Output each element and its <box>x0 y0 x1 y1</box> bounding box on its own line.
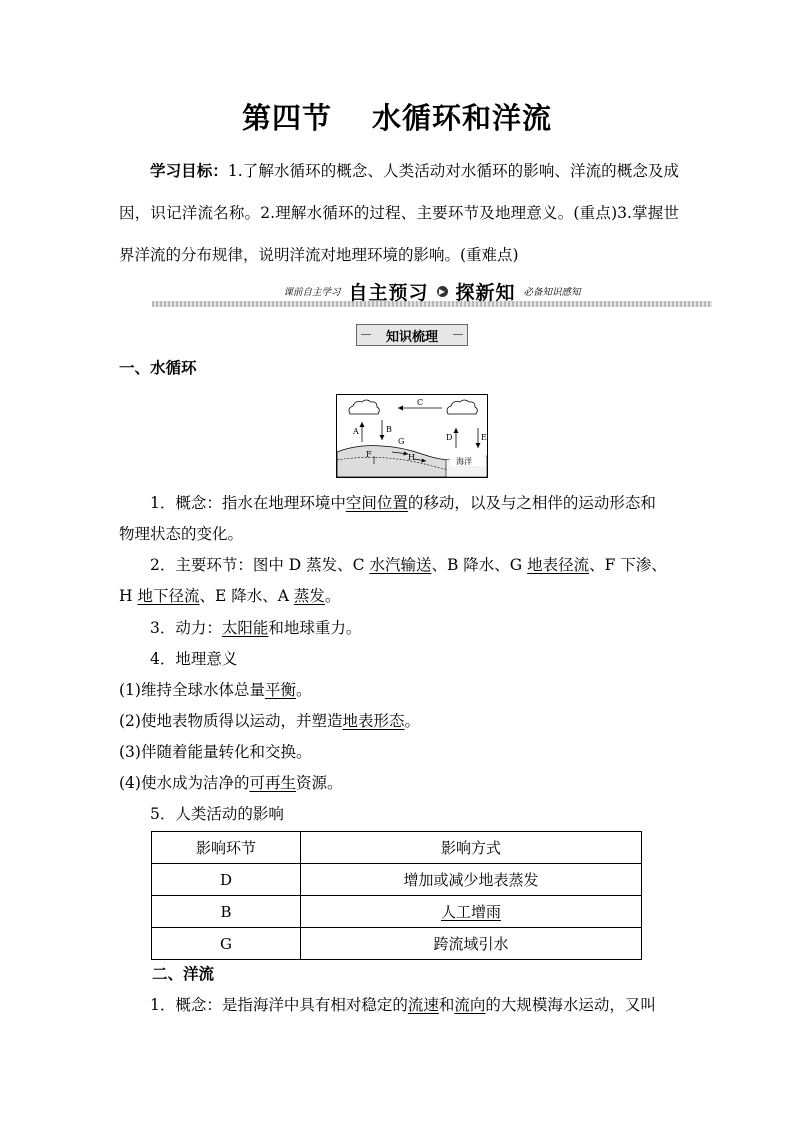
table-cell: 人工增雨 <box>301 896 642 928</box>
table-cell: G <box>152 928 301 960</box>
label-g: G <box>398 437 405 446</box>
section-number: 第四节 <box>241 101 332 135</box>
blank-answer: 流速 <box>407 996 439 1014</box>
arrow-right-icon: ▶ <box>437 286 448 297</box>
human-impact-table <box>151 831 642 960</box>
section-chip: 知识梳理 <box>356 324 468 346</box>
objectives-text: 1.了解水循环的概念、人类活动对水循环的影响、洋流的概念及成因，识记洋流名称。2.理解水循环的过程、主要环节及地理意义。(重点)3.掌握世界洋流的分布规律，说明洋流对地理环境的影响。(重难点) <box>119 162 679 264</box>
blank-answer: 空间位置 <box>345 494 408 512</box>
human-impact-heading: 5．人类活动的影响 <box>150 805 284 823</box>
label-b: B <box>386 425 392 434</box>
banner-left-text: 课前自主学习 <box>283 287 341 298</box>
blank-answer: 流向 <box>454 996 486 1014</box>
section-title: 水循环和洋流 <box>372 101 553 135</box>
significance-heading: 4．地理意义 <box>150 650 238 668</box>
links-line-2: H 地下径流、E 降水、A 蒸发。 <box>119 587 341 605</box>
banner-right-text: 必备知识感知 <box>523 287 581 298</box>
blank-answer: 地表径流 <box>527 556 590 574</box>
table-row <box>152 928 642 960</box>
label-d: D <box>446 433 453 442</box>
blank-answer: 可再生 <box>249 774 296 792</box>
significance-item-4: (4)使水成为洁净的可再生资源。 <box>119 774 343 792</box>
significance-item-1: (1)维持全球水体总量平衡。 <box>119 681 312 699</box>
table-cell: 跨流域引水 <box>301 928 642 960</box>
blank-answer: 水汽输送 <box>369 556 432 574</box>
links-line-1: 2．主要环节：图中 D 蒸发、C 水汽输送、B 降水、G 地表径流、F 下渗、 <box>150 556 667 574</box>
table-header-row <box>152 832 642 864</box>
significance-item-2: (2)使地表物质得以运动，并塑造地表形态。 <box>119 712 420 730</box>
label-c: C <box>417 398 424 407</box>
blank-answer: 平衡 <box>264 681 296 699</box>
label-f: F <box>366 450 372 459</box>
power-line: 3．动力：太阳能和地球重力。 <box>150 619 362 637</box>
water-cycle-diagram <box>336 394 488 478</box>
label-ocean: 海洋 <box>456 457 472 466</box>
banner-main-text: 自主预习 <box>348 281 429 304</box>
blank-answer: 太阳能 <box>221 619 269 637</box>
table-cell: B <box>152 896 301 928</box>
heading-ocean-currents: 二、洋流 <box>152 964 215 983</box>
objectives-label: 学习目标： <box>150 161 228 180</box>
table-cell: 增加或减少地表蒸发 <box>301 864 642 896</box>
table-row <box>152 896 642 928</box>
significance-item-3: (3)伴随着能量转化和交换。 <box>119 743 312 761</box>
currents-concept-line: 1．概念：是指海洋中具有相对稳定的流速和流向的大规模海水运动，又叫 <box>150 996 656 1014</box>
heading-water-cycle: 一、水循环 <box>119 358 197 377</box>
section-banner <box>152 280 712 310</box>
concept-line-2: 物理状态的变化。 <box>119 525 244 543</box>
table-header-cell: 影响方式 <box>301 832 642 864</box>
learning-objectives <box>119 150 679 276</box>
page-title <box>0 96 794 137</box>
table-row <box>152 864 642 896</box>
label-h: H <box>408 453 415 462</box>
concept-line-1: 1．概念：指水在地理环境中空间位置的移动，以及与之相伴的运动形态和 <box>150 494 656 512</box>
label-e: E <box>481 433 487 442</box>
banner-main-text-2: 探新知 <box>455 281 516 304</box>
blank-answer: 蒸发 <box>293 587 325 605</box>
table-cell: D <box>152 864 301 896</box>
blank-answer: 地下径流 <box>137 587 200 605</box>
label-a: A <box>353 427 359 436</box>
table-header-cell: 影响环节 <box>152 832 301 864</box>
blank-answer: 地表形态 <box>342 712 405 730</box>
